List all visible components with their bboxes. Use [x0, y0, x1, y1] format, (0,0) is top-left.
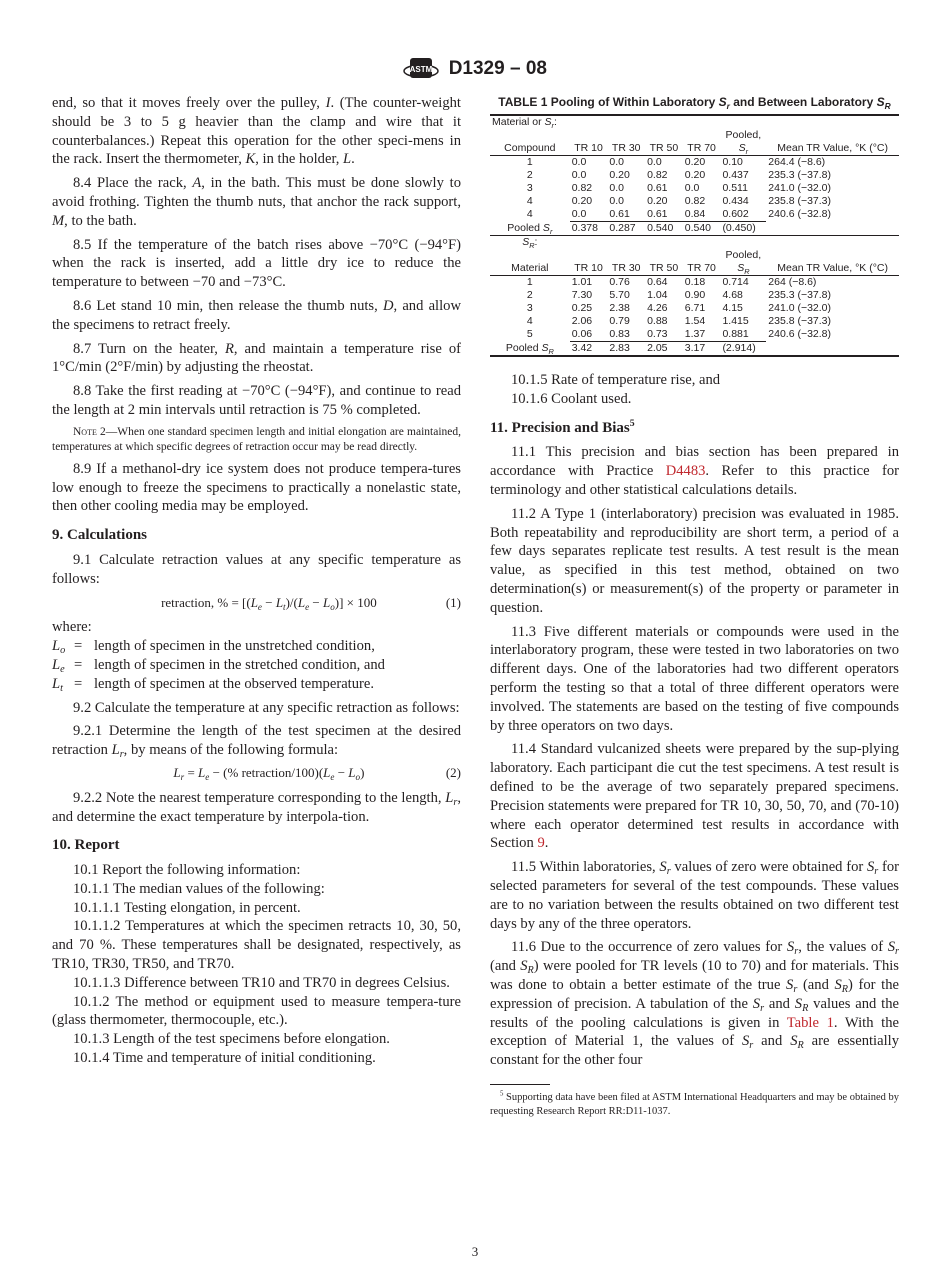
text-run: =: [184, 764, 199, 780]
table-cell: 0.0: [609, 195, 624, 207]
table-cell: [766, 115, 899, 129]
page-number: 3: [471, 1244, 479, 1259]
text-run: where:: [52, 619, 92, 636]
variable: $L_e$: [323, 764, 335, 782]
left-column: [52, 94, 461, 1068]
table-cell: Pooled $S_R$: [505, 341, 554, 356]
table-cell: 1.415: [722, 315, 749, 327]
definition-text: length of specimen at the observed temperature.: [94, 675, 375, 692]
table-cell: 4.68: [722, 289, 743, 301]
table-cell: 0.82: [647, 169, 668, 181]
equation-body: [52, 764, 446, 783]
column-header: Mean TR Value, °K (°C): [766, 249, 899, 276]
variable: $S_r$: [752, 995, 765, 1014]
text-run: . (The counter-weight should be 3 to 5 g heavier than the clamp and wire that it counterbalances.) Repeat this operation for the other speci-mens in the rack. Insert the thermometer,: [52, 95, 461, 168]
paragraph: [52, 880, 461, 899]
column-header: TR 50: [645, 249, 683, 276]
variable: $S_R$: [790, 1033, 804, 1052]
table-cell: 264.4 (−8.6): [768, 156, 826, 168]
table-cell: 0.540: [684, 222, 712, 234]
table-cell: 3.42: [571, 342, 593, 354]
table-cell: 0.20: [684, 156, 706, 168]
column-header: TR 10: [570, 249, 608, 276]
table-row: [490, 195, 899, 208]
equation-number: (2): [445, 764, 461, 780]
variable: $S_r$: [786, 976, 798, 995]
table-cell: [607, 236, 645, 250]
table-cell: 0.0: [684, 182, 700, 194]
variable: $S_r$: [786, 939, 799, 958]
table-cell: 0.511: [722, 182, 748, 194]
equation-number: (1): [445, 594, 461, 610]
variable: I: [325, 95, 331, 111]
table-cell: [766, 342, 899, 357]
text-run: . With the exception of Material 1, the values of: [490, 1014, 899, 1050]
table-cell: 0.88: [647, 315, 668, 327]
table-cell: [683, 115, 721, 129]
text-run: 8.9 If a methanol-dry ice system does not produce tempera-tures low enough to freeze the specimens to practically a nonelastic state, then other cooling media may be employed.: [52, 460, 461, 515]
symbol: $L_e$: [52, 656, 65, 675]
table-cell: 1: [526, 276, 533, 288]
table-cell: [645, 236, 683, 250]
paragraph: [490, 938, 899, 1070]
text-run: values and the results of the pooling calculations is given in: [490, 995, 900, 1031]
text-run: and: [764, 995, 795, 1012]
text-run: , and allow the specimens to retract freely.: [52, 297, 461, 333]
table-cell: 0.20: [684, 169, 706, 181]
text-run: 11.6 Due to the occurrence of zero values for: [511, 939, 787, 956]
table-row: [490, 328, 899, 342]
note: [52, 425, 461, 455]
cross-reference-link[interactable]: D4483: [665, 463, 706, 480]
column-header: TR 50: [645, 129, 683, 156]
table-cell: $S_R$:: [522, 236, 538, 250]
variable: $L_r$: [111, 742, 124, 761]
column-header: Material: [490, 249, 570, 276]
table-cell: 0.61: [647, 182, 668, 194]
text-run: , in the holder,: [255, 151, 344, 168]
text-run: − (% retraction/100)(: [209, 764, 324, 780]
variable: $L_o$: [348, 764, 361, 782]
variable: $L_e$: [297, 594, 310, 612]
text-run: , the values of: [798, 939, 888, 956]
equals: =: [74, 656, 83, 673]
text-run: ) for the expression of precision. A tabulation of the: [490, 976, 899, 1012]
table-cell: 4.15: [722, 302, 743, 314]
table-cell: 241.0 (−32.0): [768, 182, 832, 194]
table-cell: 0.0: [647, 156, 662, 168]
table-cell: [720, 115, 766, 129]
column-header: TR 10: [570, 129, 608, 156]
table-cell: 4: [526, 315, 533, 327]
table-cell: [645, 115, 683, 129]
text-run: )/(: [285, 594, 298, 610]
equation: [52, 764, 461, 783]
table-cell: 0.602: [720, 208, 766, 222]
table-cell: 2.05: [647, 342, 668, 354]
text-run: . Refer to this practice for terminology and other statistical calculations details.: [490, 463, 899, 498]
paragraph: [52, 722, 461, 760]
table-cell: 0.79: [609, 315, 630, 327]
table-row: [490, 289, 899, 302]
paragraph: [490, 443, 899, 499]
table-cell: 2.38: [609, 302, 630, 314]
table-cell: 241.0 (−32.0): [768, 302, 832, 314]
table-cell: (0.450): [722, 222, 756, 234]
table-row: [490, 156, 899, 170]
text-run: 10.1.4 Time and temperature of initial conditioning.: [73, 1050, 376, 1067]
variable: $S_R$: [794, 995, 809, 1014]
table-cell: 0.64: [647, 276, 668, 288]
table-cell: 240.6 (−32.8): [768, 328, 832, 340]
equation: [52, 594, 461, 613]
text-run: 10. Report: [52, 837, 120, 854]
note-label: Note 2: [73, 425, 106, 438]
table-cell: Material or $S_r$:: [492, 116, 557, 130]
text-run: 8.7 Turn on the heater,: [73, 340, 225, 357]
paragraph: [52, 917, 461, 973]
paragraph: [52, 236, 461, 292]
section-heading: [490, 419, 899, 438]
paragraph: [52, 974, 461, 993]
table-cell: 235.8 (−37.3): [768, 315, 832, 327]
text-run: 9.2.2 Note the nearest temperature corresponding to the length,: [73, 789, 446, 806]
table-cell: 5: [526, 328, 533, 340]
text-run: 11.4 Standard vulcanized sheets were prepared by the sup-plying laboratory. Each participant die cut the test specimens. A test result is defined to be the average of two separately prepared specimens. Precision statements were prepared for TR 10, 30, 50, 70, and (70-10) where each operator determined test results in accordance with Section: [490, 741, 899, 852]
variable: $S_r$: [741, 1033, 754, 1052]
astm-logo-icon: [403, 56, 439, 82]
variable: $S_r$: [866, 859, 879, 878]
cross-reference-link[interactable]: Table 1: [786, 1014, 834, 1031]
pooled-row: [490, 342, 899, 357]
text-run: 9. Calculations: [52, 527, 148, 544]
table-cell: 1.04: [647, 289, 668, 301]
text-run: 11. Precision and Bias: [490, 419, 630, 436]
text-run: ) were pooled for TR levels (10 to 70) and for materials. This was done to obtain a better estimate of the true: [490, 958, 899, 993]
table-cell: 2: [526, 289, 533, 301]
paragraph: [52, 789, 461, 827]
paragraph: [52, 94, 461, 169]
paragraph: [52, 899, 461, 918]
table-cell: 0.10: [722, 156, 743, 168]
text-run: 8.6 Let stand 10 min, then release the thumb nuts,: [73, 297, 383, 314]
table-cell: 0.18: [684, 276, 706, 288]
table-cell: 2.83: [609, 342, 630, 354]
table-row: [490, 169, 899, 182]
table-row: [490, 315, 899, 328]
table-cell: [766, 236, 899, 250]
text-run: and: [753, 1033, 791, 1050]
symbol: $L_o$: [52, 638, 66, 657]
paragraph: [52, 861, 461, 880]
text-run: 11.5 Within laboratories,: [511, 859, 660, 876]
table-cell: 0.83: [607, 328, 645, 342]
text-run: 9.2 Calculate the temperature at any specific retraction as follows:: [73, 699, 460, 716]
column-header: Pooled, $S_r$: [720, 129, 766, 156]
table-cell: 5.70: [609, 289, 630, 301]
paragraph: [52, 297, 461, 335]
table-cell: 4.26: [647, 302, 668, 314]
table-cell: 235.3 (−37.8): [768, 289, 832, 301]
text-run: 10.1.2 The method or equipment used to measure tempera-ture (glass thermometer, thermocouple, etc.).: [52, 993, 461, 1029]
text-run: , in the bath. This must be done slowly to avoid frothing. Tighten the thumb nuts, that anchor the rack support,: [52, 175, 461, 210]
variable: $L_t$: [275, 594, 286, 612]
table-cell: 2.06: [571, 315, 593, 327]
column-header: TR 70: [683, 129, 721, 156]
svg-text:ASTM: ASTM: [409, 65, 433, 74]
table-cell: 0.61: [645, 208, 683, 222]
column-header: TR 30: [607, 249, 645, 276]
table-cell: 0.84: [683, 208, 721, 222]
table-cell: 264 (−8.6): [768, 276, 817, 288]
text-run: .: [544, 835, 549, 852]
table-row: [490, 302, 899, 315]
table-cell: 2: [526, 169, 533, 181]
table-cell: 0.06: [570, 328, 608, 342]
equals: =: [74, 638, 83, 655]
text-run: 8.5 If the temperature of the batch rises above −70°C (−94°F) when the rack is inserted, add a little dry ice to reduce the temperature to between −70 and −73°C.: [52, 236, 461, 291]
paragraph: [52, 618, 461, 637]
variable: $L_r$: [445, 789, 458, 808]
paragraph: [52, 699, 461, 718]
table-cell: 3.17: [684, 342, 706, 354]
text-run: .: [351, 151, 355, 168]
symbol: $L_t$: [52, 675, 63, 694]
text-run: ): [360, 764, 365, 780]
table-cell: 0.76: [609, 276, 630, 288]
table-cell: 1.01: [571, 276, 593, 288]
paragraph: [52, 460, 461, 516]
pooled-row: [490, 222, 899, 236]
paragraph: [490, 390, 899, 409]
paragraph: [52, 174, 461, 230]
table-cell: 7.30: [571, 289, 593, 301]
text-run: 10.1.1.1 Testing elongation, in percent.: [73, 899, 301, 916]
text-run: 11.3 Five different materials or compounds were used in the interlaboratory program, these were tested in two laboratories on two different days. One of the laboratories had two different operators perform the testing so that a total of three different operators were involved. The statements are based on the testing of five compounds by three operators on two days.: [490, 623, 899, 734]
table-cell: 0.90: [684, 289, 706, 301]
table-cell: 0.61: [607, 208, 645, 222]
table-cell: [683, 236, 721, 250]
text-run: for selected parameters for several of the test compounds. These values are to no variation between the results obtained on two different test days by any of the three operators.: [490, 859, 899, 932]
paragraph: [52, 340, 461, 378]
cross-reference-link[interactable]: 9: [537, 835, 545, 852]
text-run: , to the bath.: [64, 212, 137, 229]
column-header: Pooled, $S_R$: [720, 249, 766, 276]
table-cell: 4: [526, 208, 533, 220]
table-cell: 0.378: [571, 222, 598, 234]
text-run: 9.1 Calculate retraction values at any specific temperature as follows:: [52, 551, 461, 587]
variable: D: [382, 297, 394, 314]
variable: $S_r$: [887, 939, 899, 958]
text-run: 10.1 Report the following information:: [73, 862, 301, 879]
text-run: 8.4 Place the rack,: [73, 175, 193, 192]
text-run: 11.2 A Type 1 (interlaboratory) precision was evaluated in 1985. Both repeatability and reproducibility are short term, a period of a few days separates replicate test results. A test result is the mean value, as specified in this test method, obtained on two determination(s) or measurement(s) of the property or parameter in question.: [490, 505, 899, 616]
paragraph: [490, 740, 899, 853]
table-cell: 4: [526, 195, 533, 207]
page-header: [0, 56, 950, 82]
table-cell: 1.54: [684, 315, 706, 327]
variable: M: [52, 212, 65, 229]
paragraph: [52, 1030, 461, 1049]
section-label-row: [490, 236, 899, 250]
table-cell: 0.20: [571, 195, 593, 207]
text-run: −: [334, 764, 349, 780]
variable: $L_e$: [250, 594, 262, 612]
text-run: 8.8 Take the first reading at −70°C (−94°F), and continue to read the length at 2 min intervals until retraction is 75 % completed.: [52, 383, 461, 418]
paragraph: [52, 551, 461, 589]
paragraph: [52, 993, 461, 1031]
column-header: Mean TR Value, °K (°C): [766, 129, 899, 156]
table-header-row: [490, 249, 899, 276]
text-run: (and: [490, 958, 521, 975]
table-cell: 0.82: [684, 195, 706, 207]
table-cell: [766, 222, 899, 236]
table-cell: [570, 115, 608, 129]
section-heading: [52, 836, 461, 855]
footnote: $^5$ Supporting data have been filed at ASTM International Headquarters and may be obtained by requesting Research Report RR:D11-1037.: [490, 1084, 899, 1119]
table-cell: 0.0: [570, 208, 608, 222]
table-cell: 0.0: [571, 156, 587, 168]
table-cell: 235.8 (−37.3): [768, 195, 832, 207]
text-run: )] × 100: [334, 594, 377, 610]
table-cell: [570, 236, 608, 250]
table-cell: Pooled $S_r$: [507, 221, 553, 236]
table-cell: 0.0: [571, 169, 587, 181]
table-cell: 0.0: [609, 156, 624, 168]
section-label-row: [490, 115, 899, 129]
variable: R: [224, 340, 234, 357]
section-heading: [52, 526, 461, 545]
table-cell: 3: [526, 182, 533, 194]
text-run: retraction, % = [(: [161, 594, 251, 610]
text-run: 10.1.6 Coolant used.: [511, 390, 632, 407]
column-header: Compound: [490, 129, 570, 156]
column-header: TR 70: [683, 249, 721, 276]
equals: =: [74, 675, 83, 692]
footnote-reference[interactable]: 5: [629, 417, 635, 429]
text-run: are essentially constant for the other four: [490, 1033, 899, 1069]
text-run: end, so that it moves freely over the pulley,: [52, 95, 326, 111]
table-cell: 0.20: [647, 195, 668, 207]
text-run: —When one standard specimen length and initial elongation are maintained, temperatures at which specific degrees of retraction occur may be read directly.: [52, 425, 461, 453]
table-cell: 240.6 (−32.8): [768, 208, 832, 220]
table-row: [490, 208, 899, 222]
paragraph: [490, 623, 899, 736]
text-run: , and determine the exact temperature by interpola-tion.: [52, 789, 461, 825]
table-cell: 235.3 (−37.8): [768, 169, 832, 181]
definitions-list: [52, 637, 461, 693]
table-row: [490, 276, 899, 290]
footnote-divider: [490, 1084, 550, 1085]
table-cell: 0.434: [722, 195, 749, 207]
table-cell: 0.82: [571, 182, 593, 194]
table-cell: 3: [526, 302, 533, 314]
text-run: −: [261, 594, 276, 610]
paragraph: [490, 858, 899, 933]
table-header-row: [490, 129, 899, 156]
table-cell: 1.37: [683, 328, 721, 342]
table-cell: 1: [526, 156, 533, 168]
right-column: [490, 94, 899, 1119]
text-run: 10.1.5 Rate of temperature rise, and: [511, 372, 721, 388]
definition: [52, 637, 461, 656]
table-cell: 0.0: [609, 182, 624, 194]
table-cell: 0.20: [609, 169, 630, 181]
variable: $S_R$: [834, 976, 849, 995]
table-cell: [720, 236, 766, 250]
table-cell: [607, 115, 645, 129]
text-run: −: [309, 594, 323, 610]
table-cell: (2.914): [722, 342, 756, 354]
variable: $S_R$: [520, 958, 534, 977]
table-caption: TABLE 1 Pooling of Within Laboratory $S_r$ and Between Laboratory $S_R$: [498, 95, 891, 111]
text-run: , and maintain a temperature rise of 1°C/min (2°F/min) by adjusting the rheostat.: [52, 340, 461, 376]
pooling-table: [490, 114, 899, 357]
variable: $S_r$: [659, 859, 671, 878]
text-run: values of zero were obtained for: [670, 859, 867, 876]
definition: [52, 656, 461, 675]
table-cell: 0.881: [720, 328, 766, 342]
definition-text: length of specimen in the stretched condition, and: [94, 656, 385, 673]
equation-body: [52, 594, 446, 613]
column-header: TR 30: [607, 129, 645, 156]
table-cell: 0.25: [571, 302, 593, 314]
table-cell: 6.71: [684, 302, 706, 314]
table-cell: 0.73: [645, 328, 683, 342]
document-designation: D1329 – 08: [448, 57, 547, 79]
variable: $L_e$: [198, 764, 210, 782]
paragraph: [52, 1049, 461, 1068]
table-cell: 0.714: [722, 276, 749, 288]
table-cell: 0.540: [647, 222, 674, 234]
variable: $L_o$: [322, 594, 335, 612]
text-run: 10.1.1.3 Difference between TR10 and TR70 in degrees Celsius.: [73, 974, 450, 991]
table-cell: 0.437: [722, 169, 749, 181]
text-run: 10.1.1.2 Temperatures at which the specimen retracts 10, 30, 50, and 70 %. These temperatures shall be designated, respectively, as TR10, TR30, TR50, and TR70.: [52, 918, 461, 973]
variable: A: [192, 175, 202, 192]
paragraph: [490, 371, 899, 390]
text-run: , by means of the following formula:: [123, 742, 339, 759]
definition: [52, 675, 461, 694]
table-row: [490, 182, 899, 195]
paragraph: [52, 382, 461, 420]
text-run: (and: [797, 976, 835, 993]
text-run: 10.1.3 Length of the test specimens before elongation.: [73, 1031, 390, 1048]
text-run: 9.2.1 Determine the length of the test specimen at the desired retraction: [52, 723, 461, 759]
variable: K: [245, 151, 256, 168]
paragraph: [490, 505, 899, 618]
text-run: 10.1.1 The median values of the following:: [73, 880, 325, 897]
variable: $L_r$: [173, 764, 185, 782]
variable: L: [343, 151, 352, 168]
definition-text: length of specimen in the unstretched condition,: [94, 638, 375, 655]
table-cell: 0.287: [609, 222, 636, 234]
text-run: 11.1 This precision and bias section has been prepared in accordance with Practice: [490, 444, 899, 480]
